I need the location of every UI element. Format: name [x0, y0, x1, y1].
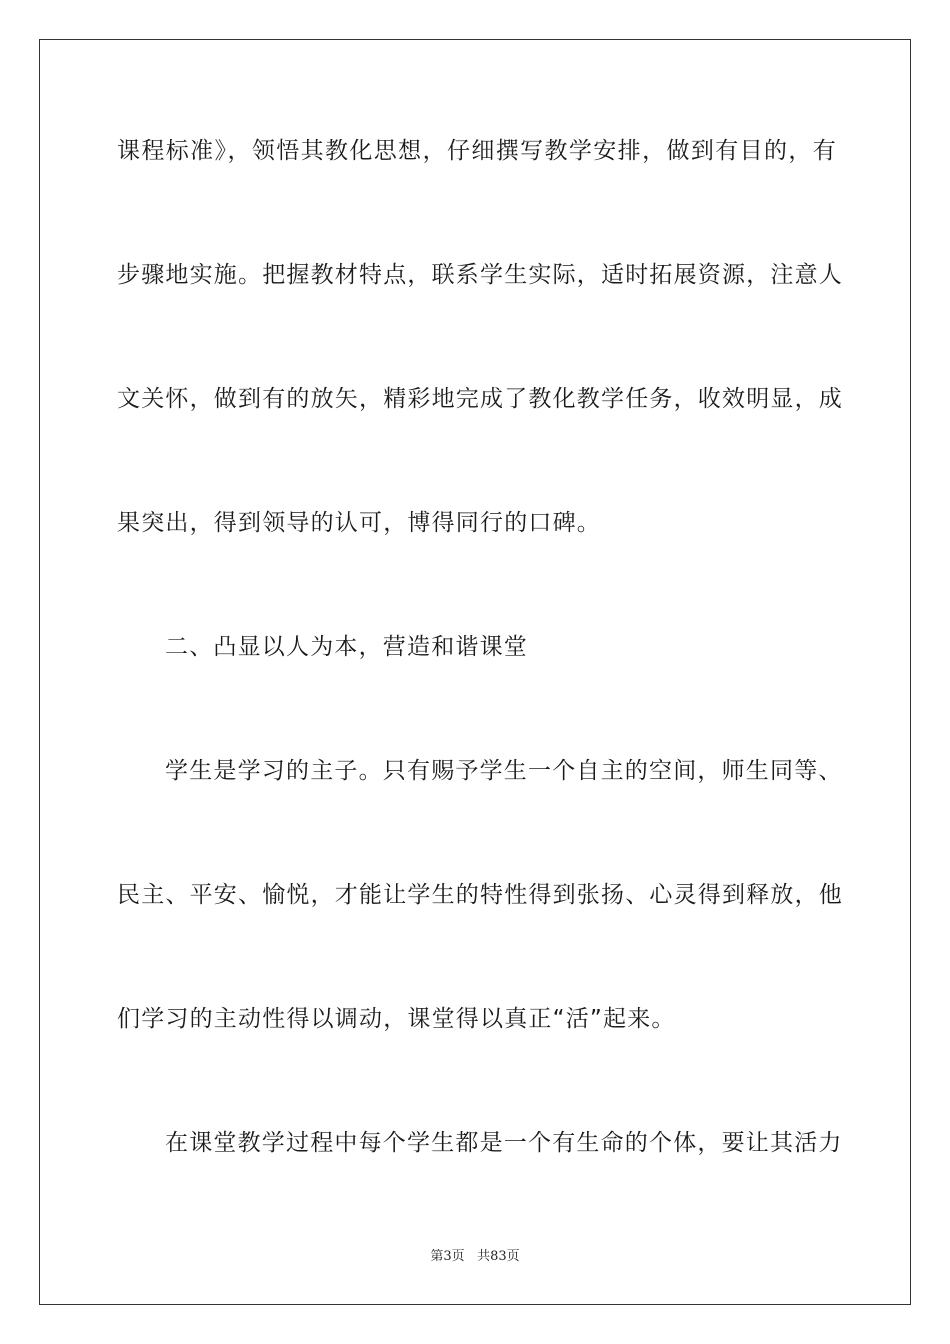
paragraph-line: 果突出，得到领导的认可，博得同行的口碑。: [117, 510, 601, 536]
paragraph-line: 文关怀，做到有的放矢，精彩地完成了教化教学任务，收效明显，成: [117, 386, 843, 412]
page-total: 共83页: [477, 1249, 520, 1264]
paragraph-line: 民主、平安、愉悦，才能让学生的特性得到张扬、心灵得到释放，他: [117, 882, 843, 908]
section-heading: 二、凸显以人为本，营造和谐课堂: [165, 634, 528, 660]
paragraph-line: 步骤地实施。把握教材特点，联系学生实际，适时拓展资源，注意人: [117, 262, 843, 288]
page-footer: [0, 1245, 950, 1264]
page-number: 第3页: [430, 1249, 465, 1264]
paragraph-line: 学生是学习的主子。只有赐予学生一个自主的空间，师生同等、: [165, 758, 843, 784]
paragraph-line: 们学习的主动性得以调动，课堂得以真正“活”起来。: [117, 1006, 676, 1032]
paragraph-line: 课程标准》，领悟其教化思想，仔细撰写教学安排，做到有目的，有: [117, 138, 837, 164]
page-frame: [39, 39, 911, 1305]
paragraph-line: 在课堂教学过程中每个学生都是一个有生命的个体，要让其活力: [165, 1130, 843, 1156]
